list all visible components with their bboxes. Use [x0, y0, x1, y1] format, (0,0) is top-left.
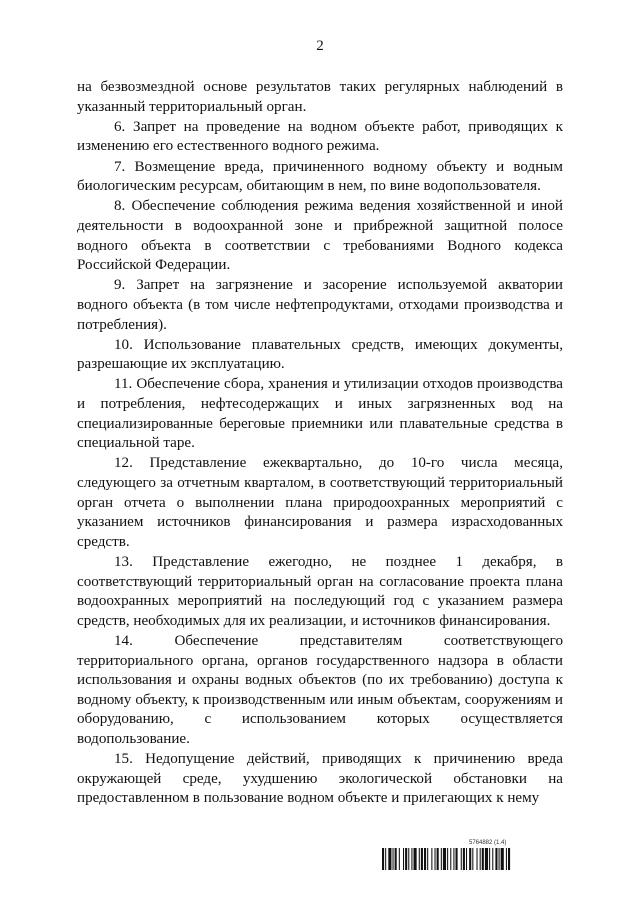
paragraph-item-11: 11. Обеспечение сбора, хранения и утилизации отходов производства и потребления, нефтесодержащих и иных загрязненных вод на специализированные береговые приемники или плавательные средства в специальной таре. — [77, 376, 563, 452]
barcode-icon — [382, 848, 564, 870]
page-number: 2 — [316, 38, 324, 54]
paragraph-item-6: 6. Запрет на проведение на водном объекте работ, приводящих к изменению его естественного водного режима. — [77, 118, 563, 155]
paragraph-item-15: 15. Недопущение действий, приводящих к причинению вреда окружающей среде, ухудшению экологической обстановки на предоставленном в пользование водном объекте и прилегающих к нему — [77, 751, 563, 807]
barcode-caption: 5764882 (1.4) — [469, 840, 507, 846]
paragraph-item-14: 14. Обеспечение представителям соответствующего территориального органа, органов государственного надзора в области использования и охраны водных объектов (по их требованию) доступа к водному объекту, к производственным или иным объектам, сооружениям и оборудованию, с использованием которых осуществляется водопользование. — [77, 632, 563, 747]
paragraph-item-9: 9. Запрет на загрязнение и засорение используемой акватории водного объекта (в том числе нефтепродуктами, отходами производства и потребления). — [77, 277, 563, 333]
paragraph-item-8: 8. Обеспечение соблюдения режима ведения хозяйственной и иной деятельности в водоохранной зоне и прибрежной защитной полосе водного объекта в соответствии с требованиями Водного кодекса Российской Федерации. — [77, 198, 563, 274]
paragraph-item-12: 12. Представление ежеквартально, до 10-го числа месяца, следующего за отчетным кварталом, в соответствующий территориальный орган отчета о выполнении плана природоохранных мероприятий с указанием источников финансирования и размера израсходованных средств. — [77, 455, 563, 550]
barcode — [382, 840, 564, 870]
paragraph-continuation: на безвозмездной основе результатов таких регулярных наблюдений в указанный территориальный орган. — [77, 79, 563, 115]
paragraph-item-10: 10. Использование плавательных средств, имеющих документы, разрешающие их эксплуатацию. — [77, 336, 563, 373]
paragraph-item-13: 13. Представление ежегодно, не позднее 1 декабря, в соответствующий территориальный орган на согласование проекта плана водоохранных мероприятий на последующий год с указанием размера средств, необходимых для их реализации, и источников финансирования. — [77, 554, 563, 629]
paragraph-item-7: 7. Возмещение вреда, причиненного водному объекту и водным биологическим ресурсам, обитающим в нем, по вине водопользователя. — [77, 158, 563, 195]
document-body — [77, 78, 563, 809]
